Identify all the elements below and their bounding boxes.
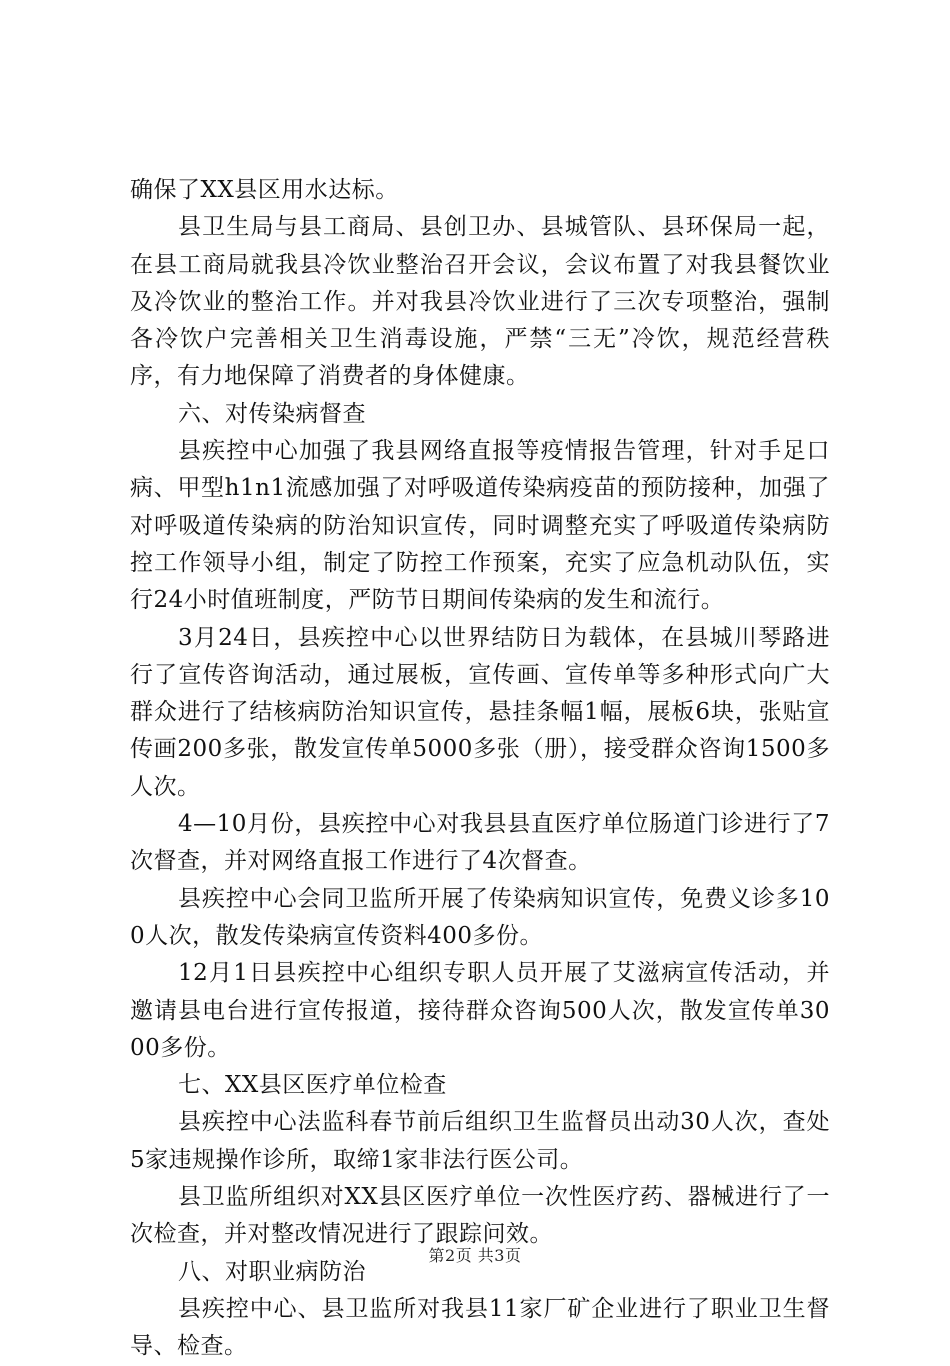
paragraph-free-clinic: 县疾控中心会同卫监所开展了传染病知识宣传，免费义诊多100人次，散发传染病宣传资料400多份。 (130, 885, 830, 949)
paragraph-factory-inspection: 县疾控中心、县卫监所对我县11家厂矿企业进行了职业卫生督导、检查。 (130, 1295, 830, 1360)
paragraph-disposable-equipment-check: 县卫监所组织对XX县区医疗单位一次性医疗药、器械进行了一次检查，并对整改情况进行了跟踪问效。 (130, 1184, 830, 1248)
paragraph-cold-drink-rectification: 县卫生局与县工商局、县创卫办、县城管队、县环保局一起，在县工商局就我县冷饮业整治召开会议，会议布置了对我县餐饮业及冷饮业的整治工作。并对我县冷饮业进行了三次专项整治，强制各冷饮户完善相关卫生消毒设施，严禁“三无”冷饮，规范经营秩序，有力地保障了消费者的身体健康。 (130, 214, 830, 390)
paragraph-tb-day-campaign: 3月24日，县疾控中心以世界结防日为载体，在县城川琴路进行了宣传咨询活动，通过展板，宣传画、宣传单等多种形式向广大群众进行了结核病防治知识宣传，悬挂条幅1幅，展板6块，张贴宣传画200多张，散发宣传单5000多张（册），接受群众咨询1500多人次。 (130, 624, 830, 800)
section-heading-medical-unit-inspection: 七、XX县区医疗单位检查 (178, 1072, 447, 1099)
section-heading-infectious-disease: 六、对传染病督查 (178, 400, 366, 427)
paragraph-intestinal-clinic-inspection: 4—10月份，县疾控中心对我县县直医疗单位肠道门诊进行了7次督查，并对网络直报工作进行了4次督查。 (130, 811, 830, 875)
paragraph-continuation: 确保了XX县区用水达标。 (130, 177, 399, 203)
paragraph-illegal-clinic-crackdown: 县疾控中心法监科春节前后组织卫生监督员出动30人次，查处5家违规操作诊所，取缔1家非法行医公司。 (130, 1109, 830, 1173)
page-number-footer: 第2页 共3页 (428, 1246, 522, 1265)
section-heading-occupational-disease: 八、对职业病防治 (178, 1258, 366, 1285)
paragraph-aids-campaign: 12月1日县疾控中心组织专职人员开展了艾滋病宣传活动，并邀请县电台进行宣传报道，接待群众咨询500人次，散发宣传单3000多份。 (130, 960, 830, 1061)
paragraph-epidemic-reporting: 县疾控中心加强了我县网络直报等疫情报告管理，针对手足口病、甲型h1n1流感加强了对呼吸道传染病疫苗的预防接种，加强了对呼吸道传染病的防治知识宣传，同时调整充实了呼吸道传染病防控工作领导小组，制定了防控工作预案，充实了应急机动队伍，实行24小时值班制度，严防节日期间传染病的发生和流行。 (130, 438, 830, 614)
document-body (130, 172, 830, 1366)
